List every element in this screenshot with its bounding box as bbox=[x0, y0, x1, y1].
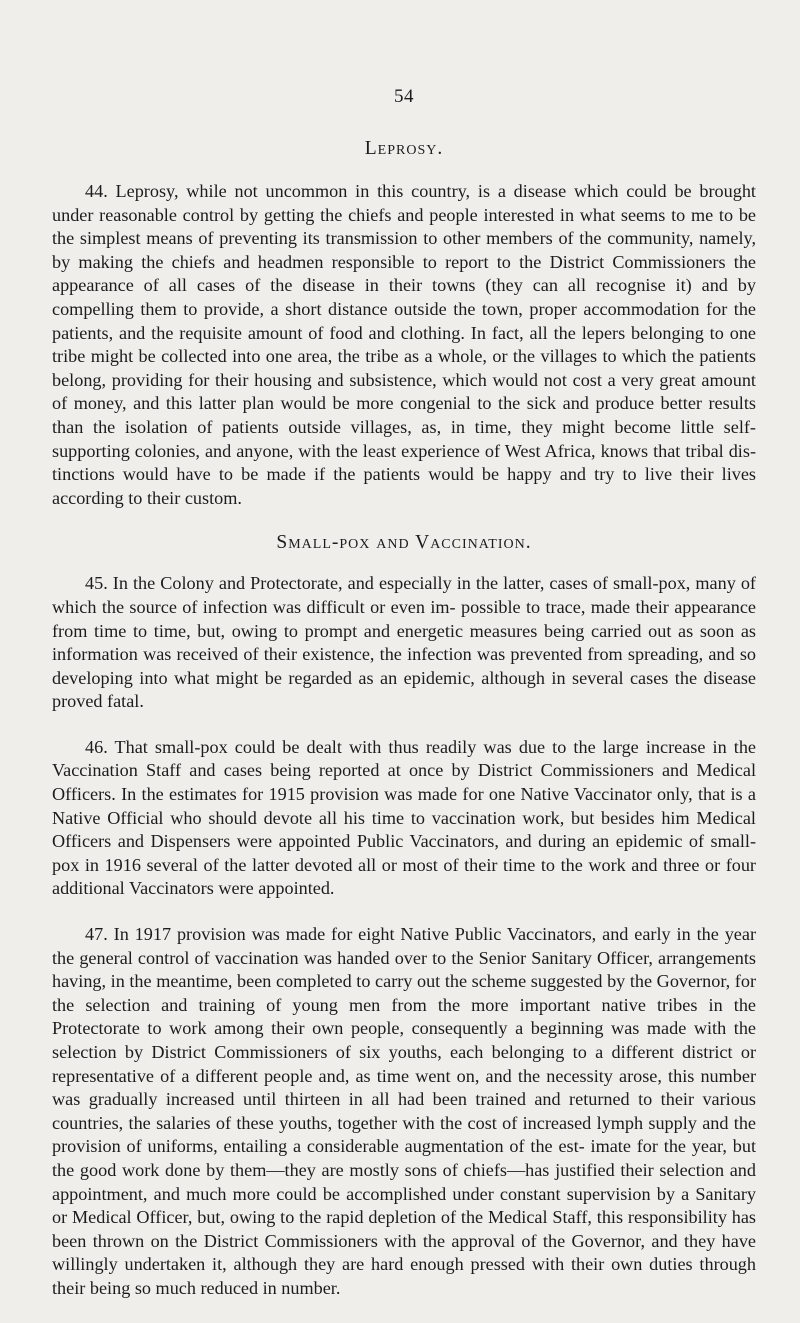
section-heading-smallpox-vaccination: Small-pox and Vaccination. bbox=[276, 532, 532, 554]
paragraph-47: 47. In 1917 provision was made for eight Native Public Vaccinators, and early in the year the general control of vaccination was handed over to the Senior Sanitary Officer, arrangements having, in the meantime, been completed to carry out the scheme suggested by the Governor, for the selection and training of young men from the more important native tribes in the Protectorate to work among their own people, consequently a beginning was made with the selection by District Commissioners of six youths, each belonging to a different district or representative of a different people and, as time went on, and the necessity arose, this number was gradually increased until thirteen in all had been trained and returned to their various countries, the salaries of these youths, together with the cost of increased lymph supply and the provision of uniforms, entailing a considerable augmentation of the est- imate for the year, but the good work done by them—they are mostly sons of chiefs—has justified their selection and appointment, and much more could be accomplished under constant supervision by a Sanitary or Medical Officer, but, owing to the rapid depletion of the Medical Staff, this responsibility has been thrown on the District Commissioners with the approval of the Governor, and they have willingly undertaken it, although they are hard enough pressed with their own duties through their being so much reduced in number. bbox=[52, 924, 756, 1298]
paragraph-45: 45. In the Colony and Protectorate, and especially in the latter, cases of small-pox, many of which the source of infection was difficult or even im- possible to trace, made their appearance from time to time, but, owing to prompt and energetic measures being carried out as soon as information was received of their existence, the infection was prevented from spreading, and so developing into what might be regarded as an epidemic, although in several cases the disease proved fatal. bbox=[52, 573, 756, 712]
section-heading-leprosy: Leprosy. bbox=[364, 138, 444, 159]
page-number: 54 bbox=[394, 86, 414, 107]
section-smallpox-vaccination bbox=[52, 532, 756, 1300]
section-leprosy bbox=[52, 138, 756, 510]
paragraph-46: 46. That small-pox could be dealt with thus readily was due to the large increase in the Vaccination Staff and cases being reported at once by District Commissioners and Medical Officers. In the estimates for 1915 provision was made for one Native Vaccinator only, that is a Native Official who should devote all his time to vaccination work, but besides him Medical Officers and Dispensers were appointed Public Vaccinators, and during an epidemic of small-pox in 1916 several of the latter devoted all or most of their time to the work and three or four additional Vaccinators were appointed. bbox=[52, 736, 756, 899]
paragraph-44: 44. Leprosy, while not uncommon in this country, is a disease which could be brought under reasonable control by getting the chiefs and people interested in what seems to me to be the simplest means of preventing its transmission to other members of the community, namely, by making the chiefs and headmen responsible to report to the District Commissioners the appearance of all cases of the disease in their towns (they can all recognise it) and by compelling them to provide, a short distance outside the town, proper accommodation for the patients, and the requisite amount of food and clothing. In fact, all the lepers belonging to one tribe might be collected into one area, the tribe as a whole, or the villages to which the patients belong, providing for their housing and subsistence, which would not cost a very great amount of money, and this latter plan would be more congenial to the sick and produce better results than the isolation of patients outside villages, as, in time, they might become little self-supporting colonies, and anyone, with the least experience of West Africa, knows that tribal dis- tinctions would have to be made if the patients would be happy and try to live their lives according to their custom. bbox=[52, 181, 756, 508]
document-page bbox=[52, 86, 756, 1323]
